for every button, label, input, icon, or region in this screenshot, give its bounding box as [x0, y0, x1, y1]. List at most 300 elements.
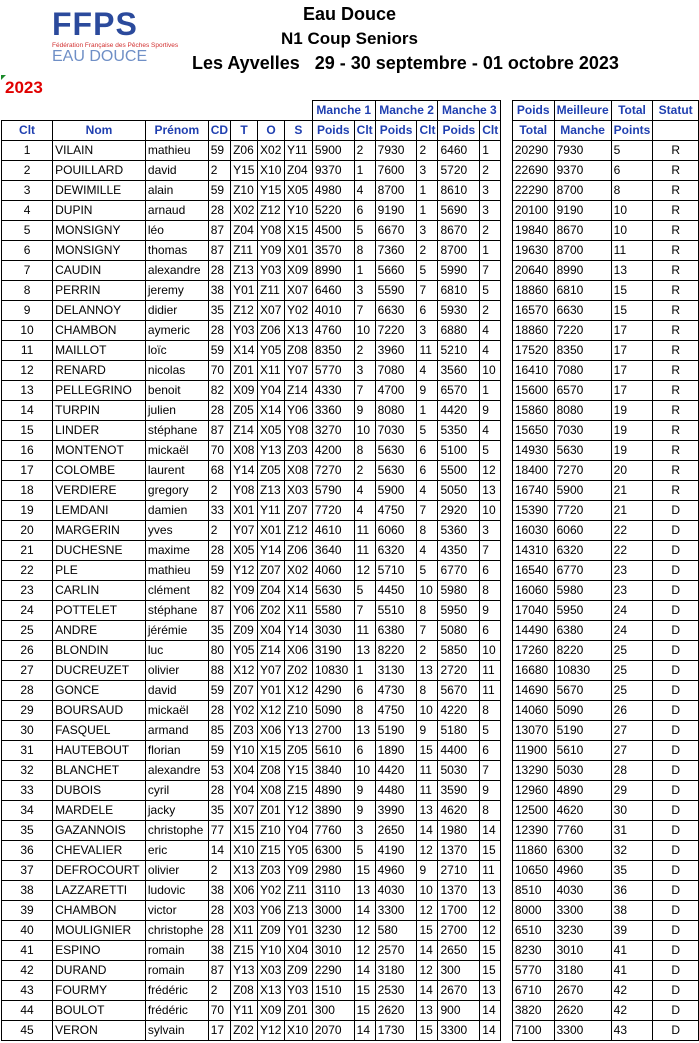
cell-cd: 14: [208, 841, 230, 861]
cell-s: Y14: [284, 621, 312, 641]
cell-o: Y05: [258, 341, 285, 361]
col-m3-clt: Clt: [480, 121, 501, 141]
cell-o: X01: [258, 521, 285, 541]
cell-m2-poids: 2570: [375, 941, 417, 961]
cell-m2-clt: 3: [417, 321, 438, 341]
cell-m1-poids: 9370: [312, 161, 354, 181]
cell-m2-poids: 4420: [375, 761, 417, 781]
cell-m3-poids: 6460: [438, 141, 480, 161]
cell-m3-clt: 9: [480, 601, 501, 621]
cell-cd: 2: [208, 981, 230, 1001]
column-spacer: [501, 461, 513, 481]
cell-m3-poids: 6570: [438, 381, 480, 401]
cell-m2-clt: 2: [417, 141, 438, 161]
cell-nom: PERRIN: [53, 281, 146, 301]
cell-m3-poids: 2710: [438, 861, 480, 881]
cell-prenom: frédéric: [145, 1001, 208, 1021]
cell-prenom: yves: [145, 521, 208, 541]
cell-total-points: 41: [611, 961, 653, 981]
cell-m1-poids: 5630: [312, 581, 354, 601]
cell-m2-poids: 6670: [375, 221, 417, 241]
table-row: [2, 461, 699, 481]
cell-m3-poids: 1370: [438, 881, 480, 901]
cell-nom: MAILLOT: [53, 341, 146, 361]
cell-t: X08: [231, 441, 258, 461]
cell-clt: 28: [2, 681, 53, 701]
cell-nom: TURPIN: [53, 401, 146, 421]
cell-clt: 4: [2, 201, 53, 221]
cell-m3-poids: 8670: [438, 221, 480, 241]
cell-m2-poids: 7600: [375, 161, 417, 181]
cell-m2-clt: 13: [417, 661, 438, 681]
cell-poids-total: 13070: [512, 721, 554, 741]
page-title: Eau Douce: [302, 4, 397, 24]
cell-m3-poids: 5500: [438, 461, 480, 481]
cell-m2-poids: 7080: [375, 361, 417, 381]
cell-prenom: julien: [145, 401, 208, 421]
cell-m3-clt: 14: [480, 1021, 501, 1041]
cell-cd: 2: [208, 521, 230, 541]
cell-m2-poids: 4750: [375, 501, 417, 521]
cell-m3-poids: 5080: [438, 621, 480, 641]
cell-clt: 15: [2, 421, 53, 441]
cell-m1-clt: 4: [354, 501, 375, 521]
table-row: [2, 141, 699, 161]
cell-statut: R: [653, 301, 699, 321]
cell-poids-total: 22290: [512, 181, 554, 201]
cell-t: Y11: [231, 1001, 258, 1021]
cell-m1-poids: 4330: [312, 381, 354, 401]
cell-statut: R: [653, 261, 699, 281]
col-o: O: [258, 121, 285, 141]
cell-meilleure-manche: 7080: [554, 361, 611, 381]
cell-clt: 13: [2, 381, 53, 401]
cell-m2-poids: 4450: [375, 581, 417, 601]
cell-clt: 25: [2, 621, 53, 641]
logo-title: FFPS: [52, 6, 138, 42]
cell-m2-clt: 7: [417, 621, 438, 641]
cell-o: X11: [258, 361, 285, 381]
cell-total-points: 23: [611, 561, 653, 581]
cell-prenom: christophe: [145, 821, 208, 841]
cell-prenom: frédéric: [145, 981, 208, 1001]
cell-t: X11: [231, 921, 258, 941]
table-row: [2, 361, 699, 381]
cell-prenom: olivier: [145, 861, 208, 881]
cell-nom: GONCE: [53, 681, 146, 701]
cell-poids-total: 6510: [512, 921, 554, 941]
cell-s: Y15: [284, 761, 312, 781]
cell-o: X08: [258, 781, 285, 801]
cell-m3-clt: 15: [480, 841, 501, 861]
cell-s: Z10: [284, 701, 312, 721]
cell-m3-clt: 15: [480, 941, 501, 961]
logo-eau-douce: EAU DOUCE: [52, 48, 148, 65]
cell-m3-clt: 15: [480, 961, 501, 981]
cell-m2-clt: 9: [417, 381, 438, 401]
cell-meilleure-manche: 5610: [554, 741, 611, 761]
cell-cd: 70: [208, 1001, 230, 1021]
cell-m3-poids: 3560: [438, 361, 480, 381]
cell-total-points: 19: [611, 421, 653, 441]
column-spacer: [501, 261, 513, 281]
cell-cd: 38: [208, 881, 230, 901]
cell-nom: POUILLARD: [53, 161, 146, 181]
cell-m3-clt: 1: [480, 141, 501, 161]
cell-m1-poids: 3570: [312, 241, 354, 261]
cell-m3-clt: 12: [480, 901, 501, 921]
cell-m1-poids: 2700: [312, 721, 354, 741]
cell-t: Y06: [231, 601, 258, 621]
cell-m3-poids: 8700: [438, 241, 480, 261]
cell-cd: 70: [208, 441, 230, 461]
cell-poids-total: 18860: [512, 281, 554, 301]
col-poids-total: Total: [512, 121, 554, 141]
cell-meilleure-manche: 10830: [554, 661, 611, 681]
cell-m3-poids: 4620: [438, 801, 480, 821]
cell-nom: MARDELE: [53, 801, 146, 821]
cell-prenom: nicolas: [145, 361, 208, 381]
cell-m2-clt: 6: [417, 301, 438, 321]
cell-t: Y10: [231, 741, 258, 761]
cell-m1-clt: 10: [354, 761, 375, 781]
cell-total-points: 5: [611, 141, 653, 161]
cell-cd: 70: [208, 361, 230, 381]
cell-t: Z14: [231, 421, 258, 441]
cell-poids-total: 16680: [512, 661, 554, 681]
cell-total-points: 17: [611, 381, 653, 401]
cell-s: Y04: [284, 821, 312, 841]
cell-o: Y08: [258, 221, 285, 241]
cell-total-points: 28: [611, 761, 653, 781]
cell-t: Z04: [231, 221, 258, 241]
cell-m2-clt: 15: [417, 741, 438, 761]
cell-m1-clt: 6: [354, 741, 375, 761]
cell-clt: 29: [2, 701, 53, 721]
cell-clt: 27: [2, 661, 53, 681]
column-spacer: [501, 361, 513, 381]
cell-clt: 3: [2, 181, 53, 201]
cell-statut: R: [653, 441, 699, 461]
cell-prenom: christophe: [145, 921, 208, 941]
cell-m3-clt: 6: [480, 621, 501, 641]
table-row: [2, 221, 699, 241]
cell-total-points: 29: [611, 781, 653, 801]
cell-o: Z05: [258, 461, 285, 481]
cell-meilleure-manche: 9190: [554, 201, 611, 221]
cell-m1-clt: 11: [354, 541, 375, 561]
cell-clt: 34: [2, 801, 53, 821]
cell-cd: 2: [208, 861, 230, 881]
cell-clt: 1: [2, 141, 53, 161]
cell-statut: R: [653, 401, 699, 421]
cell-t: Z01: [231, 361, 258, 381]
column-spacer: [501, 381, 513, 401]
cell-o: X12: [258, 701, 285, 721]
cell-m2-clt: 1: [417, 181, 438, 201]
column-spacer: [501, 941, 513, 961]
cell-poids-total: 17260: [512, 641, 554, 661]
cell-m3-poids: 2920: [438, 501, 480, 521]
cell-total-points: 17: [611, 361, 653, 381]
cell-poids-total: 12500: [512, 801, 554, 821]
cell-m2-poids: 5510: [375, 601, 417, 621]
cell-m2-poids: 4750: [375, 701, 417, 721]
cell-nom: FASQUEL: [53, 721, 146, 741]
column-spacer: [501, 641, 513, 661]
cell-m1-clt: 9: [354, 781, 375, 801]
table-row: [2, 301, 699, 321]
cell-m3-clt: 5: [480, 281, 501, 301]
cell-t: X07: [231, 801, 258, 821]
column-spacer: [501, 861, 513, 881]
cell-s: Y10: [284, 201, 312, 221]
cell-total-points: 21: [611, 501, 653, 521]
cell-m2-clt: 15: [417, 1021, 438, 1041]
cell-m3-poids: 5100: [438, 441, 480, 461]
cell-clt: 17: [2, 461, 53, 481]
cell-m2-clt: 13: [417, 801, 438, 821]
cell-m3-clt: 13: [480, 981, 501, 1001]
cell-m2-clt: 12: [417, 901, 438, 921]
cell-prenom: arnaud: [145, 201, 208, 221]
cell-m1-clt: 13: [354, 881, 375, 901]
cell-total-points: 24: [611, 601, 653, 621]
cell-m1-poids: 4200: [312, 441, 354, 461]
cell-poids-total: 19630: [512, 241, 554, 261]
cell-total-points: 27: [611, 721, 653, 741]
cell-statut: D: [653, 881, 699, 901]
cell-nom: MOULIGNIER: [53, 921, 146, 941]
cell-m2-clt: 4: [417, 361, 438, 381]
cell-m3-poids: 4350: [438, 541, 480, 561]
cell-nom: PELLEGRINO: [53, 381, 146, 401]
cell-m1-poids: 7270: [312, 461, 354, 481]
cell-meilleure-manche: 5190: [554, 721, 611, 741]
cell-m3-poids: 5180: [438, 721, 480, 741]
cell-m3-clt: 6: [480, 741, 501, 761]
cell-s: X13: [284, 321, 312, 341]
table-row: [2, 921, 699, 941]
cell-m2-poids: 7030: [375, 421, 417, 441]
cell-o: X02: [258, 141, 285, 161]
cell-m1-clt: 11: [354, 621, 375, 641]
cell-s: Z14: [284, 381, 312, 401]
col-m1-poids: Poids: [312, 121, 354, 141]
cell-total-points: 25: [611, 641, 653, 661]
table-row: [2, 841, 699, 861]
table-row: [2, 201, 699, 221]
table-row: [2, 961, 699, 981]
cell-m1-poids: 3890: [312, 801, 354, 821]
cell-m3-clt: 10: [480, 361, 501, 381]
cell-statut: D: [653, 761, 699, 781]
cell-statut: D: [653, 981, 699, 1001]
cell-m1-poids: 8990: [312, 261, 354, 281]
cell-statut: D: [653, 941, 699, 961]
cell-o: Y12: [258, 1021, 285, 1041]
cell-statut: D: [653, 781, 699, 801]
cell-cd: 28: [208, 781, 230, 801]
cell-cd: 59: [208, 341, 230, 361]
cell-poids-total: 3820: [512, 1001, 554, 1021]
cell-poids-total: 16570: [512, 301, 554, 321]
cell-m3-clt: 7: [480, 261, 501, 281]
cell-poids-total: 19840: [512, 221, 554, 241]
cell-m2-clt: 1: [417, 201, 438, 221]
cell-meilleure-manche: 6630: [554, 301, 611, 321]
cell-m1-clt: 7: [354, 381, 375, 401]
cell-prenom: mickaël: [145, 441, 208, 461]
cell-total-points: 6: [611, 161, 653, 181]
cell-meilleure-manche: 5980: [554, 581, 611, 601]
cell-m3-clt: 7: [480, 761, 501, 781]
col-statut: [653, 121, 699, 141]
cell-poids-total: 14930: [512, 441, 554, 461]
cell-total-points: 15: [611, 281, 653, 301]
cell-statut: D: [653, 581, 699, 601]
cell-t: X12: [231, 661, 258, 681]
cell-cd: 17: [208, 1021, 230, 1041]
cell-m1-poids: 5580: [312, 601, 354, 621]
cell-s: Y13: [284, 721, 312, 741]
cell-s: X15: [284, 221, 312, 241]
cell-m1-poids: 3360: [312, 401, 354, 421]
cell-m2-poids: 4030: [375, 881, 417, 901]
cell-m2-clt: 9: [417, 721, 438, 741]
cell-m2-poids: 5190: [375, 721, 417, 741]
cell-meilleure-manche: 3010: [554, 941, 611, 961]
cell-clt: 33: [2, 781, 53, 801]
cell-cd: 59: [208, 561, 230, 581]
cell-o: X13: [258, 981, 285, 1001]
cell-cd: 2: [208, 161, 230, 181]
cell-prenom: florian: [145, 741, 208, 761]
manche2-header: Manche 2: [375, 101, 438, 121]
cell-m2-poids: 4700: [375, 381, 417, 401]
table-row: [2, 761, 699, 781]
column-spacer: [501, 661, 513, 681]
table-row: [2, 801, 699, 821]
cell-prenom: benoit: [145, 381, 208, 401]
cell-prenom: mathieu: [145, 561, 208, 581]
cell-cd: 85: [208, 721, 230, 741]
cell-cd: 77: [208, 821, 230, 841]
cell-t: Y03: [231, 321, 258, 341]
cell-m1-poids: 3270: [312, 421, 354, 441]
cell-clt: 36: [2, 841, 53, 861]
table-row: [2, 821, 699, 841]
cell-statut: D: [653, 821, 699, 841]
cell-clt: 8: [2, 281, 53, 301]
cell-nom: CAUDIN: [53, 261, 146, 281]
cell-meilleure-manche: 4890: [554, 781, 611, 801]
cell-s: Z15: [284, 781, 312, 801]
cell-total-points: 24: [611, 621, 653, 641]
cell-m3-poids: 5030: [438, 761, 480, 781]
cell-clt: 19: [2, 501, 53, 521]
cell-poids-total: 18400: [512, 461, 554, 481]
cell-meilleure-manche: 4030: [554, 881, 611, 901]
cell-m3-poids: 5980: [438, 581, 480, 601]
cell-prenom: alexandre: [145, 761, 208, 781]
cell-s: Z03: [284, 441, 312, 461]
cell-prenom: mathieu: [145, 141, 208, 161]
cell-m3-clt: 8: [480, 801, 501, 821]
cell-t: X15: [231, 821, 258, 841]
col-prenom: Prénom: [145, 121, 208, 141]
cell-o: Z09: [258, 921, 285, 941]
cell-m3-poids: 5210: [438, 341, 480, 361]
cell-m3-clt: 14: [480, 1001, 501, 1021]
cell-poids-total: 16410: [512, 361, 554, 381]
cell-o: Y04: [258, 381, 285, 401]
column-spacer: [501, 341, 513, 361]
cell-m1-poids: 3840: [312, 761, 354, 781]
cell-total-points: 25: [611, 681, 653, 701]
column-spacer: [501, 221, 513, 241]
cell-cd: 88: [208, 661, 230, 681]
table-row: [2, 281, 699, 301]
cell-clt: 35: [2, 821, 53, 841]
cell-m3-poids: 5360: [438, 521, 480, 541]
cell-m1-poids: 10830: [312, 661, 354, 681]
cell-t: Z11: [231, 241, 258, 261]
cell-nom: DUCHESNE: [53, 541, 146, 561]
cell-t: Z09: [231, 621, 258, 641]
cell-cd: 28: [208, 921, 230, 941]
cell-s: Y02: [284, 301, 312, 321]
cell-statut: D: [653, 601, 699, 621]
cell-m1-poids: 8350: [312, 341, 354, 361]
cell-m3-clt: 13: [480, 881, 501, 901]
table-row: [2, 681, 699, 701]
cell-prenom: gregory: [145, 481, 208, 501]
cell-nom: LEMDANI: [53, 501, 146, 521]
cell-nom: VERON: [53, 1021, 146, 1041]
cell-s: Z01: [284, 1001, 312, 1021]
cell-m1-clt: 14: [354, 1021, 375, 1041]
cell-o: X14: [258, 401, 285, 421]
cell-meilleure-manche: 7760: [554, 821, 611, 841]
cell-t: X14: [231, 341, 258, 361]
cell-meilleure-manche: 6320: [554, 541, 611, 561]
cell-m2-poids: 4960: [375, 861, 417, 881]
cell-m1-clt: 1: [354, 161, 375, 181]
cell-total-points: 21: [611, 481, 653, 501]
cell-cd: 59: [208, 141, 230, 161]
table-row: [2, 901, 699, 921]
cell-statut: D: [653, 861, 699, 881]
cell-m2-poids: 5630: [375, 441, 417, 461]
cell-poids-total: 14690: [512, 681, 554, 701]
cell-cd: 28: [208, 201, 230, 221]
cell-poids-total: 17040: [512, 601, 554, 621]
cell-s: Z02: [284, 661, 312, 681]
cell-m1-poids: 3640: [312, 541, 354, 561]
table-row: [2, 741, 699, 761]
cell-cd: 28: [208, 901, 230, 921]
column-spacer: [501, 321, 513, 341]
cell-statut: R: [653, 481, 699, 501]
cell-m3-clt: 9: [480, 781, 501, 801]
cell-m3-clt: 6: [480, 561, 501, 581]
cell-m2-poids: 4730: [375, 681, 417, 701]
cell-total-points: 27: [611, 741, 653, 761]
cell-prenom: sylvain: [145, 1021, 208, 1041]
cell-m2-poids: 5590: [375, 281, 417, 301]
cell-m2-clt: 7: [417, 501, 438, 521]
